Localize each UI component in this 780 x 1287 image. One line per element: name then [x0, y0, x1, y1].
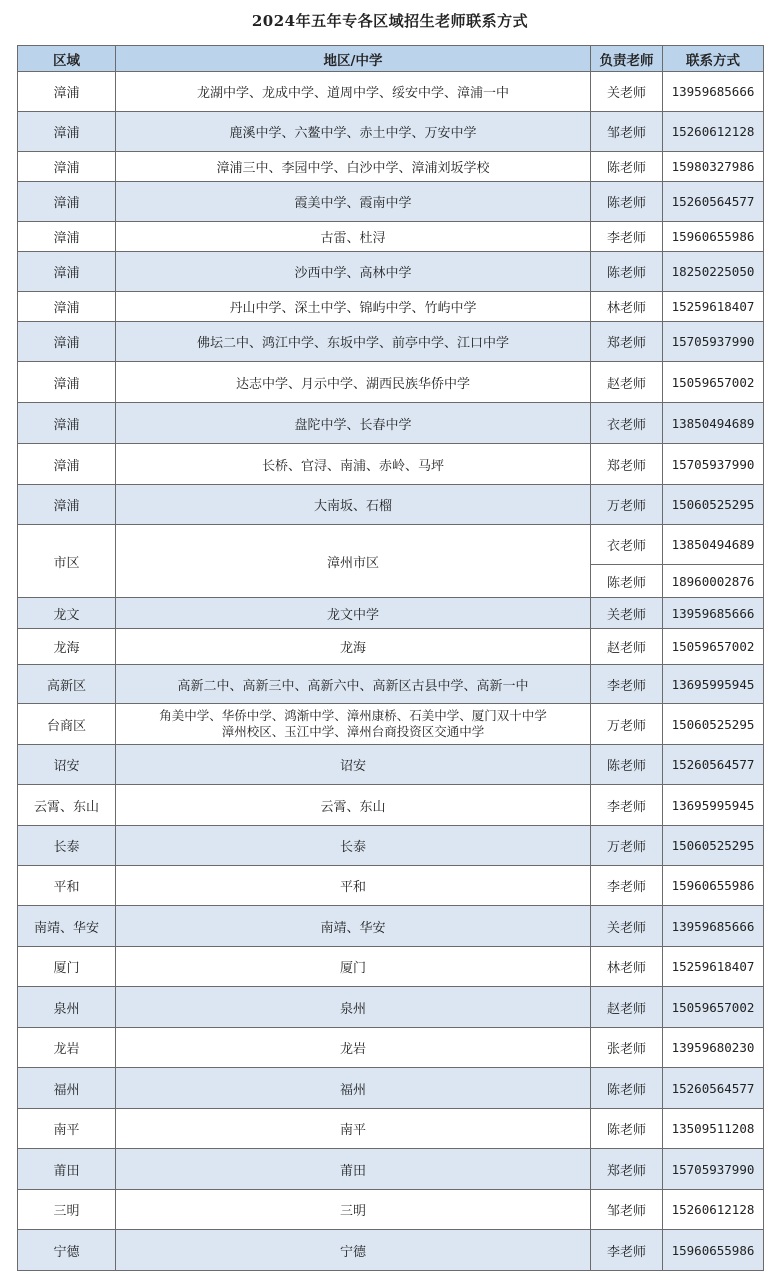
teacher-cell: 陈老师 — [591, 252, 663, 292]
table-row — [18, 362, 764, 403]
teacher-cell: 郑老师 — [591, 444, 663, 485]
schools-cell: 南靖、华安 — [116, 906, 591, 947]
schools-cell: 南平 — [116, 1109, 591, 1149]
table-row — [18, 152, 764, 182]
teacher-cell: 关老师 — [591, 72, 663, 112]
table-row — [18, 1190, 764, 1230]
region-cell: 福州 — [18, 1068, 116, 1109]
schools-cell: 龙海 — [116, 629, 591, 665]
table-row — [18, 906, 764, 947]
teacher-cell: 赵老师 — [591, 362, 663, 403]
teacher-cell: 衣老师 — [591, 403, 663, 444]
phone-cell: 15059657002 — [663, 362, 764, 403]
region-cell: 漳浦 — [18, 292, 116, 322]
region-cell: 漳浦 — [18, 403, 116, 444]
schools-cell: 云霄、东山 — [116, 785, 591, 826]
teacher-cell: 陈老师 — [591, 745, 663, 785]
table-row — [18, 322, 764, 362]
region-cell: 高新区 — [18, 665, 116, 704]
region-cell: 长泰 — [18, 826, 116, 866]
table-row — [18, 745, 764, 785]
phone-cell: 15705937990 — [663, 1149, 764, 1190]
schools-cell: 诏安 — [116, 745, 591, 785]
table-row — [18, 292, 764, 322]
phone-cell: 15059657002 — [663, 629, 764, 665]
region-cell: 漳浦 — [18, 362, 116, 403]
schools-cell: 宁德 — [116, 1230, 591, 1271]
table-row — [18, 1068, 764, 1109]
schools-cell: 龙湖中学、龙成中学、道周中学、绥安中学、漳浦一中 — [116, 72, 591, 112]
teacher-cell: 陈老师 — [591, 1068, 663, 1109]
phone-cell: 15260612128 — [663, 1190, 764, 1230]
schools-cell: 泉州 — [116, 987, 591, 1028]
phone-cell: 15980327986 — [663, 152, 764, 182]
teacher-cell: 万老师 — [591, 704, 663, 745]
phone-cell: 15260564577 — [663, 182, 764, 222]
teacher-cell: 邹老师 — [591, 1190, 663, 1230]
schools-cell: 高新二中、高新三中、高新六中、高新区古县中学、高新一中 — [116, 665, 591, 704]
phone-cell: 18250225050 — [663, 252, 764, 292]
phone-cell: 15060525295 — [663, 704, 764, 745]
region-cell: 南靖、华安 — [18, 906, 116, 947]
region-cell: 龙海 — [18, 629, 116, 665]
region-cell: 云霄、东山 — [18, 785, 116, 826]
table-row — [18, 785, 764, 826]
page-title: 2024年五年专各区域招生老师联系方式 — [251, 12, 529, 30]
header-schools: 地区/中学 — [116, 46, 591, 72]
phone-cell: 15960655986 — [663, 222, 764, 252]
teacher-cell: 万老师 — [591, 826, 663, 866]
table-row — [18, 629, 764, 665]
region-cell: 厦门 — [18, 947, 116, 987]
region-cell: 台商区 — [18, 704, 116, 745]
teacher-cell: 关老师 — [591, 906, 663, 947]
phone-cell: 13959685666 — [663, 906, 764, 947]
phone-cell: 15060525295 — [663, 485, 764, 525]
schools-cell: 莆田 — [116, 1149, 591, 1190]
phone-cell: 15060525295 — [663, 826, 764, 866]
region-cell: 莆田 — [18, 1149, 116, 1190]
table-row — [18, 826, 764, 866]
region-cell: 漳浦 — [18, 72, 116, 112]
teacher-cell: 李老师 — [591, 665, 663, 704]
region-cell: 漳浦 — [18, 485, 116, 525]
region-cell: 诏安 — [18, 745, 116, 785]
teacher-cell: 赵老师 — [591, 987, 663, 1028]
schools-line-2: 漳州校区、玉江中学、漳州台商投资区交通中学 — [221, 724, 485, 739]
schools-cell: 三明 — [116, 1190, 591, 1230]
phone-cell: 13959685666 — [663, 72, 764, 112]
teacher-cell: 李老师 — [591, 866, 663, 906]
table-row — [18, 252, 764, 292]
header-teacher: 负责老师 — [591, 46, 663, 72]
table-row — [18, 112, 764, 152]
phone-cell: 15059657002 — [663, 987, 764, 1028]
schools-cell: 龙岩 — [116, 1028, 591, 1068]
header-region: 区域 — [18, 46, 116, 72]
schools-cell: 大南坂、石榴 — [116, 485, 591, 525]
schools-cell: 长桥、官浔、南浦、赤岭、马坪 — [116, 444, 591, 485]
phone-cell: 18960002876 — [663, 565, 764, 598]
table-row — [18, 665, 764, 704]
teacher-cell: 郑老师 — [591, 322, 663, 362]
region-cell: 漳浦 — [18, 152, 116, 182]
teacher-cell: 林老师 — [591, 292, 663, 322]
teacher-cell: 李老师 — [591, 222, 663, 252]
phone-cell: 15260564577 — [663, 745, 764, 785]
region-cell: 市区 — [18, 525, 116, 598]
phone-cell: 15259618407 — [663, 947, 764, 987]
region-cell: 平和 — [18, 866, 116, 906]
region-cell: 漳浦 — [18, 222, 116, 252]
teacher-cell: 陈老师 — [591, 152, 663, 182]
teacher-cell: 衣老师 — [591, 525, 663, 565]
teacher-cell: 陈老师 — [591, 182, 663, 222]
schools-cell: 漳州市区 — [116, 525, 591, 598]
region-cell: 龙岩 — [18, 1028, 116, 1068]
table-row — [18, 704, 764, 745]
phone-cell: 13695995945 — [663, 785, 764, 826]
schools-cell: 达志中学、月示中学、湖西民族华侨中学 — [116, 362, 591, 403]
phone-cell: 13959680230 — [663, 1028, 764, 1068]
phone-cell: 13695995945 — [663, 665, 764, 704]
region-cell: 漳浦 — [18, 322, 116, 362]
header-contact: 联系方式 — [663, 46, 764, 72]
table-row — [18, 987, 764, 1028]
table-row — [18, 1230, 764, 1271]
teacher-cell: 万老师 — [591, 485, 663, 525]
teacher-cell: 林老师 — [591, 947, 663, 987]
table-row — [18, 403, 764, 444]
phone-cell: 15705937990 — [663, 322, 764, 362]
header-row — [18, 46, 764, 72]
phone-cell: 15960655986 — [663, 866, 764, 906]
phone-cell: 15259618407 — [663, 292, 764, 322]
table-row — [18, 1028, 764, 1068]
region-cell: 泉州 — [18, 987, 116, 1028]
teacher-cell: 郑老师 — [591, 1149, 663, 1190]
schools-cell: 漳浦三中、李园中学、白沙中学、漳浦刘坂学校 — [116, 152, 591, 182]
teacher-cell: 赵老师 — [591, 629, 663, 665]
table-row — [18, 598, 764, 629]
region-cell: 漳浦 — [18, 112, 116, 152]
region-cell: 漳浦 — [18, 182, 116, 222]
schools-line-1: 角美中学、华侨中学、鸿渐中学、漳州康桥、石美中学、厦门双十中学 — [159, 708, 547, 723]
region-cell: 三明 — [18, 1190, 116, 1230]
table-row — [18, 1109, 764, 1149]
schools-cell: 长泰 — [116, 826, 591, 866]
schools-cell: 厦门 — [116, 947, 591, 987]
schools-cell: 霞美中学、霞南中学 — [116, 182, 591, 222]
table-row — [18, 72, 764, 112]
phone-cell: 13850494689 — [663, 403, 764, 444]
teacher-cell: 李老师 — [591, 1230, 663, 1271]
phone-cell: 13850494689 — [663, 525, 764, 565]
schools-cell: 盘陀中学、长春中学 — [116, 403, 591, 444]
schools-cell: 平和 — [116, 866, 591, 906]
phone-cell: 15260564577 — [663, 1068, 764, 1109]
region-cell: 漳浦 — [18, 252, 116, 292]
table-row — [18, 947, 764, 987]
phone-cell: 13509511208 — [663, 1109, 764, 1149]
schools-cell: 佛坛二中、鸿江中学、东坂中学、前亭中学、江口中学 — [116, 322, 591, 362]
region-cell: 漳浦 — [18, 444, 116, 485]
table-row — [18, 485, 764, 525]
table-row — [18, 1149, 764, 1190]
schools-cell: 古雷、杜浔 — [116, 222, 591, 252]
table-row — [18, 866, 764, 906]
teacher-cell: 张老师 — [591, 1028, 663, 1068]
region-cell: 宁德 — [18, 1230, 116, 1271]
region-cell: 南平 — [18, 1109, 116, 1149]
table-row — [18, 444, 764, 485]
phone-cell: 13959685666 — [663, 598, 764, 629]
teacher-cell: 李老师 — [591, 785, 663, 826]
schools-cell: 龙文中学 — [116, 598, 591, 629]
table-row — [18, 222, 764, 252]
schools-cell: 鹿溪中学、六鳌中学、赤土中学、万安中学 — [116, 112, 591, 152]
phone-cell: 15705937990 — [663, 444, 764, 485]
phone-cell: 15260612128 — [663, 112, 764, 152]
contact-table — [17, 45, 764, 1271]
teacher-cell: 关老师 — [591, 598, 663, 629]
table-row — [18, 182, 764, 222]
phone-cell: 15960655986 — [663, 1230, 764, 1271]
teacher-cell: 陈老师 — [591, 1109, 663, 1149]
schools-cell: 沙西中学、高林中学 — [116, 252, 591, 292]
teacher-cell: 陈老师 — [591, 565, 663, 598]
teacher-cell: 邹老师 — [591, 112, 663, 152]
schools-cell: 丹山中学、深土中学、锦屿中学、竹屿中学 — [116, 292, 591, 322]
schools-cell — [116, 704, 591, 745]
table-row — [18, 525, 764, 565]
region-cell: 龙文 — [18, 598, 116, 629]
schools-cell: 福州 — [116, 1068, 591, 1109]
